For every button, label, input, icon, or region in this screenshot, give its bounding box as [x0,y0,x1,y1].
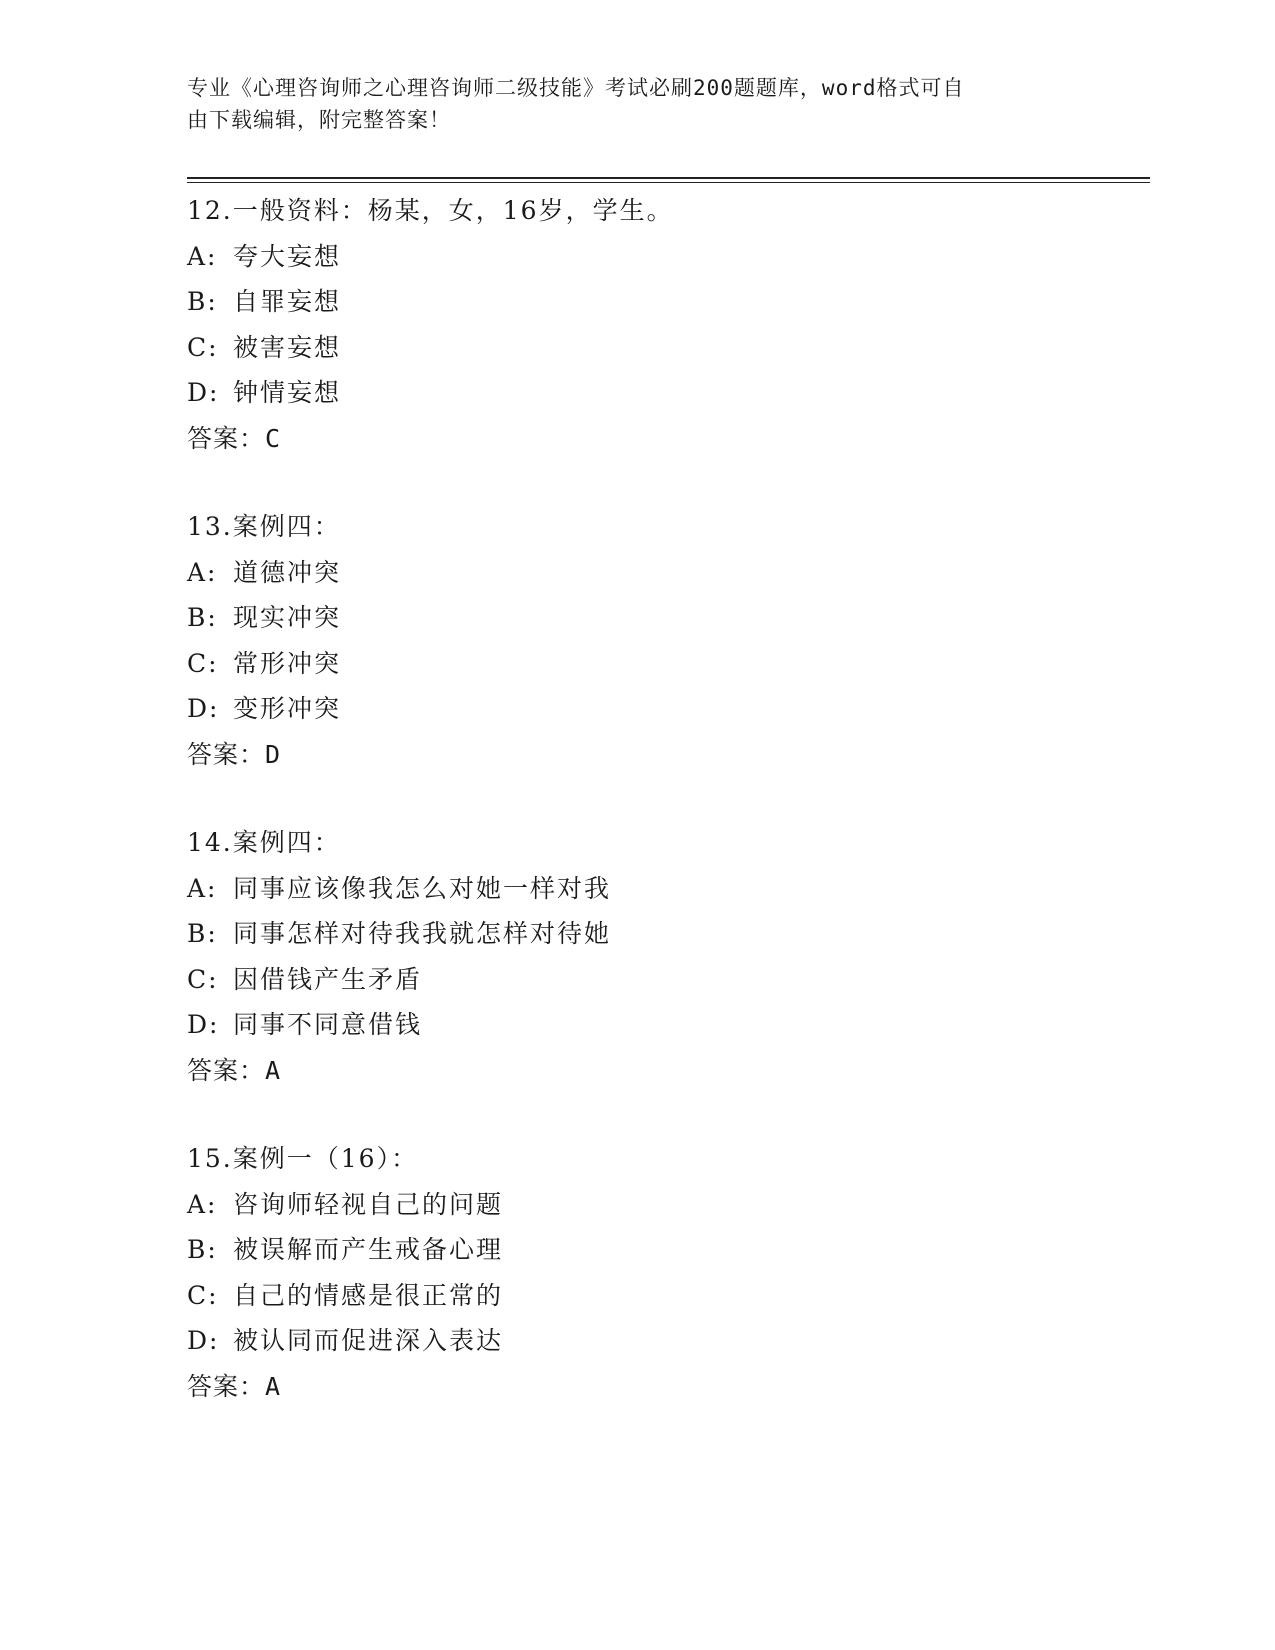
option-text: 变形冲突 [233,694,342,723]
question-12 [187,188,1087,461]
header-divider-thin [187,182,1150,183]
question-stem: 12.一般资料：杨某，女，16岁，学生。 [187,196,674,225]
option-a [187,1182,1087,1228]
option-text: 夸大妄想 [233,241,342,271]
option-text: 咨询师轻视自己的问题 [233,1189,504,1219]
question-stem: 14.案例四： [187,828,341,857]
option-letter: B: [187,287,218,316]
answer-label: 答案： [187,423,266,453]
option-text: 同事怎样对待我我就怎样对待她 [233,919,612,948]
option-text: 被误解而产生戒备心理 [233,1235,504,1264]
option-b [187,1227,1087,1273]
option-letter: A: [187,873,218,903]
question-14 [187,820,1087,1093]
header-divider-thick [187,177,1150,179]
question-13 [187,504,1087,777]
answer-line [187,732,1087,778]
option-d [187,1002,1087,1048]
header-line-1: 专业《心理咨询师之心理咨询师二级技能》考试必刷200题题库，word格式可自 [187,76,965,100]
option-c [187,325,1087,371]
option-d [187,1318,1087,1364]
option-text: 同事应该像我怎么对她一样对我 [233,873,612,903]
option-c [187,957,1087,1003]
option-d [187,686,1087,732]
option-c [187,1273,1087,1319]
option-letter: C: [187,648,219,678]
option-b [187,595,1087,641]
answer-value: D [265,739,281,769]
answer-line [187,1364,1087,1410]
option-letter: C: [187,964,219,994]
option-text: 因借钱产生矛盾 [233,964,423,994]
option-text: 现实冲突 [233,603,342,632]
answer-value: A [265,1371,281,1401]
option-letter: B: [187,603,218,632]
option-text: 被害妄想 [233,332,342,362]
option-a [187,550,1087,596]
header-line-2: 由下载编辑，附完整答案！ [187,108,451,132]
option-text: 道德冲突 [233,557,342,587]
option-letter: C: [187,332,219,362]
question-stem: 13.案例四： [187,512,341,541]
option-letter: B: [187,919,218,948]
option-a [187,866,1087,912]
answer-line [187,1048,1087,1094]
option-letter: A: [187,241,218,271]
option-b [187,911,1087,957]
option-text: 钟情妄想 [233,378,342,407]
document-header [187,72,1067,136]
option-letter: D: [187,1010,220,1039]
option-c [187,641,1087,687]
option-b [187,279,1087,325]
option-letter: D: [187,378,220,407]
option-text: 同事不同意借钱 [233,1010,423,1039]
option-letter: D: [187,694,220,723]
option-letter: A: [187,1189,218,1219]
question-stem: 15.案例一（16）： [187,1144,419,1173]
answer-label: 答案： [187,739,266,769]
answer-value: C [265,423,281,453]
option-letter: D: [187,1326,220,1355]
question-list [187,188,1087,1452]
option-letter: A: [187,557,218,587]
answer-label: 答案： [187,1055,266,1085]
option-letter: C: [187,1280,219,1310]
option-text: 被认同而促进深入表达 [233,1326,504,1355]
option-text: 自己的情感是很正常的 [233,1280,504,1310]
answer-line [187,416,1087,462]
option-text: 自罪妄想 [233,287,342,316]
question-15 [187,1136,1087,1409]
answer-label: 答案： [187,1371,266,1401]
answer-value: A [265,1055,281,1085]
option-d [187,370,1087,416]
option-letter: B: [187,1235,218,1264]
option-text: 常形冲突 [233,648,342,678]
option-a [187,234,1087,280]
